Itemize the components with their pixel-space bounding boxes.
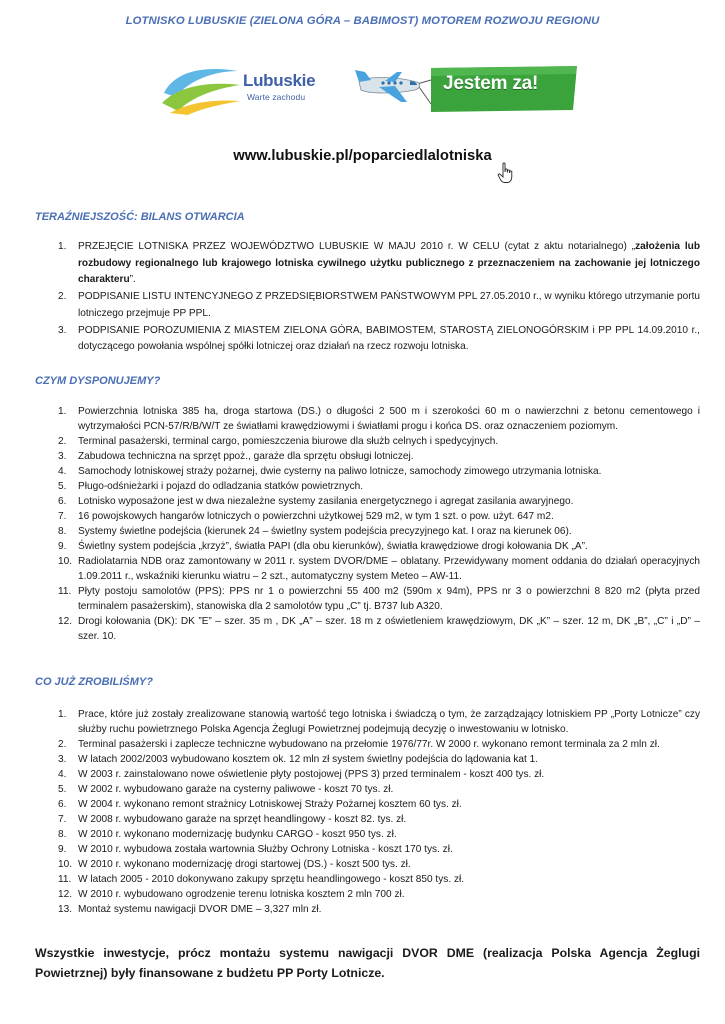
section-heading-dysponujemy: CZYM DYSPONUJEMY? [35, 375, 161, 387]
list-item: 1. PRZEJĘCIE LOTNISKA PRZEZ WOJEWÓDZTWO LUBUSKIE W MAJU 2010 r. W CELU (cytat z aktu notarialnego) „założenia lub rozbudowy regionalnego lub krajowego lotniska cywilnego użytku publicznego z przeznaczeniem na zachowanie jej lotniczego charakteru”. [58, 241, 700, 286]
dysponujemy-list [50, 404, 700, 644]
list-item-number: 2. [58, 291, 67, 303]
list-item: 12. W 2010 r. wybudowano ogrodzenie terenu lotniska kosztem 2 mln 700 zł. [58, 889, 405, 900]
list-item: 6. Lotnisko wyposażone jest w dwa niezależne systemy zasilania energetycznego i agregat zasilania awaryjnego. [58, 496, 574, 507]
section-heading-zrobilismy: CO JUŻ ZROBILIŚMY? [35, 676, 153, 688]
list-item: 7. W 2008 r. wybudowano garaże na sprzęt heandlingowy - koszt 82. tys. zł. [58, 814, 407, 825]
list-item: 10. W 2010 r. wykonano modernizację drogi startowej (DS.) - koszt 500 tys. zł. [58, 859, 411, 870]
jestem-za-text: Jestem za! [443, 73, 539, 94]
list-item: 3. Zabudowa techniczna na sprzęt ppoż., garaże dla sprzętu obsługi lotniczej. [58, 451, 414, 462]
list-item: 4. W 2003 r. zainstalowano nowe oświetlenie płyty postojowej (PPS 3) przed terminalem - koszt 400 tys. zł. [58, 769, 545, 780]
list-item: 1. Powierzchnia lotniska 385 ha, droga startowa (DS.) o długości 2 500 m i szerokości 60 m o nawierzchni z betonu cementowego i wytrzymałości PCN-57/R/B/W/T ze światłami krawędziowymi i światłami progu i końca DS. oraz oznaczeniem poziomym. [58, 406, 700, 432]
list-item: 8. W 2010 r. wykonano modernizację budynku CARGO - koszt 950 tys. zł. [58, 829, 397, 840]
lubuskie-logo [160, 63, 320, 115]
lubuskie-brand-text: Lubuskie [243, 71, 316, 90]
document-header-title: LOTNISKO LUBUSKIE (ZIELONA GÓRA – BABIMOST) MOTOREM ROZWOJU REGIONU [125, 15, 600, 27]
list-item: 12. Drogi kołowania (DK): DK ”E” – szer. 35 m , DK „A” – szer. 18 m z oświetleniem krawędziowym, DK „K” – szer. 12 m, DK „B”, „C” i „D” – szer. 10. [58, 616, 700, 642]
list-item: 5. Pługo-odśnieżarki i pojazd do odladzania statków powietrznych. [58, 481, 364, 492]
list-item: 9. W 2010 r. wybudowa została wartownia Służby Ochrony Lotniska - koszt 170 tys. zł. [58, 844, 453, 855]
list-item: 4. Samochody lotniskowej straży pożarnej, dwie cysterny na paliwo lotnicze, samochody zimowego utrzymania lotniska. [58, 466, 602, 477]
list-item: 11. W latach 2005 - 2010 dokonywano zakupy sprzętu heandlingowego - koszt 850 tys. zł. [58, 874, 465, 885]
list-item: 2. PODPISANIE LISTU INTENCYJNEGO Z PRZEDSIĘBIORSTWEM PAŃSTWOWYM PPL 27.05.2010 r., w wyniku którego utrzymanie portu lotniczego przejmuje PP PPL. [58, 291, 700, 319]
list-item: 8. Systemy świetlne podejścia (kierunek 24 – świetlny system podejścia precyzyjnego kat. I oraz na kierunek 06). [58, 526, 572, 537]
list-item: 7. 16 powojskowych hangarów lotniczych o powierzchni użytkowej 529 m2, w tym 1 szt. o pow. użyt. 647 m2. [58, 511, 554, 522]
list-item: 10. Radiolatarnia NDB oraz zamontowany w 2011 r. system DVOR/DME – oblatany. Przewidywany moment oddania do działań operacyjnych 1.09.2011 r., wskaźniki kierunku wiatru – 2 szt., automatyczny system Meteo – AW-11. [58, 556, 700, 582]
poparcie-url-link[interactable]: www.lubuskie.pl/poparciedlalotniska [233, 148, 492, 164]
list-item: 2. Terminal pasażerski i zaplecze techniczne wybudowano na przełomie 1976/77r. W 2000 r. wykonano remont terminala za 2 mln zł. [58, 739, 660, 750]
list-item: 1. Prace, które już zostały zrealizowane stanowią wartość tego lotniska i świadczą o tym, że zarządzający lotniskiem PP „Porty Lotnicze” czy służby ruchu powietrznego Polska Agencja Żeglugi Powietrznej podejmują decyzję o inwestowaniu w lotnisko. [58, 709, 700, 735]
financing-summary-note: Wszystkie inwestycje, prócz montażu systemu nawigacji DVOR DME (realizacja Polska Agencja Żeglugi Powietrznej) były finansowane z budżetu PP Porty Lotnicze. [35, 946, 700, 980]
list-item: 3. W latach 2002/2003 wybudowano kosztem ok. 12 mln zł system świetlny podejścia do lądowania kat 1. [58, 754, 539, 765]
lubuskie-swoosh-icon [160, 63, 242, 115]
list-item-number: 1. [58, 241, 67, 252]
section-heading-bilans: TERAŹNIEJSZOŚĆ: BILANS OTWARCIA [35, 211, 245, 223]
zrobilismy-list [50, 707, 700, 917]
jestem-za-banner [355, 60, 580, 122]
list-item: 9. Świetlny system podejścia „krzyż”, światła PAPI (dla obu kierunków), światła krawędziowe drogi kołowania DK „A”. [58, 541, 588, 552]
list-item: 5. W 2002 r. wybudowano garaże na cysterny paliwowe - koszt 70 tys. zł. [58, 784, 394, 795]
hand-cursor-icon [497, 162, 515, 184]
list-item-number: 3. [58, 324, 67, 336]
list-item: 3. PODPISANIE POROZUMIENIA Z MIASTEM ZIELONA GÓRA, BABIMOSTEM, STAROSTĄ ZIELONOGÓRSKIM i PP PPL 14.09.2010 r., dotyczącego powołania wspólnej spółki lotniczej oraz działań na rzecz rozwoju lotniska. [58, 324, 700, 353]
list-item: 6. W 2004 r. wykonano remont strażnicy Lotniskowej Straży Pożarnej kosztem 60 tys. zł. [58, 799, 462, 810]
lubuskie-tagline: Warte zachodu [247, 92, 306, 102]
list-item: 13. Montaż systemu nawigacji DVOR DME – 3,327 mln zł. [58, 904, 322, 915]
list-item: 11. Płyty postoju samolotów (PPS): PPS nr 1 o powierzchni 55 400 m2 (590m x 94m), PPS nr 3 o powierzchni 8 820 m2 (płyta przed terminalem pasażerskim), stanowiska dla 2 samolotów typu „C” tj. B737 lub A320. [58, 586, 700, 612]
bilans-list [50, 239, 700, 356]
list-item: 2. Terminal pasażerski, terminal cargo, pomieszczenia biurowe dla służb celnych i spedycyjnych. [58, 436, 499, 447]
